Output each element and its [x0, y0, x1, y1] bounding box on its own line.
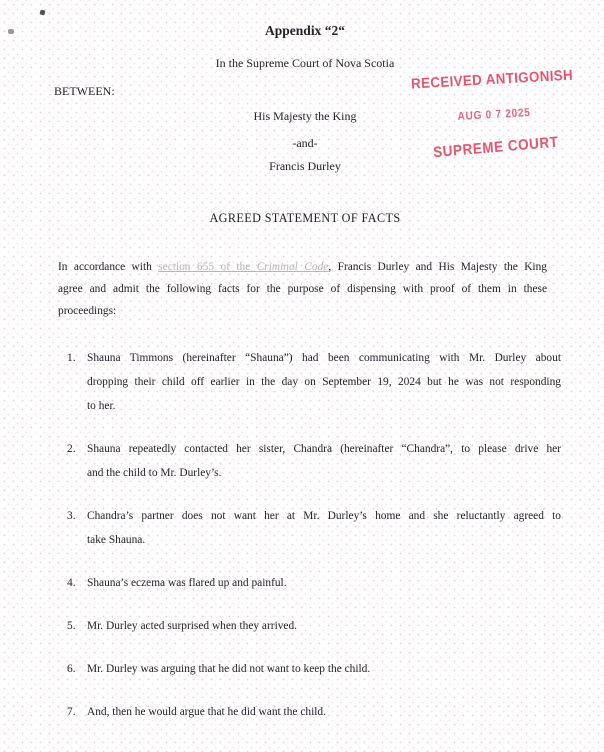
fact-number: 1. [67, 352, 76, 364]
fact-line: Shauna’s eczema was flared up and painful. [87, 577, 287, 589]
fact-item [67, 346, 561, 418]
intro-paragraph [58, 256, 547, 322]
criminal-code-link[interactable] [158, 261, 328, 273]
fact-number: 3. [67, 510, 76, 522]
fact-line: to her. [87, 400, 116, 412]
fact-text [87, 504, 561, 552]
party-accused: Francis Durley [269, 159, 341, 173]
link-regular-text: section 655 of the [158, 261, 257, 273]
fact-line: take Shauna. [87, 534, 146, 546]
party-crown: His Majesty the King [253, 109, 357, 123]
stamp-date-line: AUG 0 7 2025 [457, 106, 531, 124]
intro-suffix: , Francis Durley and His Majesty the King [328, 261, 547, 273]
fact-line: Shauna repeatedly contacted her sister, Chandra (hereinafter “Chandra”, to please drive her [87, 443, 561, 455]
intro-line-3: proceedings: [58, 305, 117, 317]
scan-artifact-speck [39, 9, 45, 15]
intro-prefix: In accordance with [58, 261, 159, 273]
fact-line: Mr. Durley acted surprised when they arrived. [87, 620, 298, 632]
fact-item [67, 437, 561, 485]
fact-number: 6. [67, 663, 76, 675]
document-heading: AGREED STATEMENT OF FACTS [209, 211, 401, 225]
fact-text [87, 437, 561, 485]
facts-list [67, 346, 561, 743]
fact-text [87, 346, 561, 418]
fact-item [67, 504, 561, 552]
fact-text [87, 614, 561, 638]
fact-item [67, 657, 561, 681]
stamp-received-line: RECEIVED ANTIGONISH [410, 67, 574, 93]
intro-line-2: agree and admit the following facts for the purpose of dispensing with proof of them in these [58, 283, 547, 295]
link-italic-text: Criminal Code [256, 261, 329, 273]
fact-line: and the child to Mr. Durley’s. [87, 467, 222, 479]
fact-line: Mr. Durley was arguing that he did not want to keep the child. [87, 663, 371, 675]
between-label: BETWEEN: [54, 84, 115, 98]
received-stamp [396, 67, 592, 162]
fact-text [87, 571, 561, 595]
court-name: In the Supreme Court of Nova Scotia [215, 56, 395, 70]
fact-text [87, 657, 561, 681]
and-separator: -and- [292, 136, 318, 150]
fact-number: 5. [67, 620, 76, 632]
fact-line: dropping their child off earlier in the day on September 19, 2024 but he was not responding [87, 376, 561, 388]
fact-line: And, then he would argue that he did want the child. [87, 706, 326, 718]
fact-item [67, 571, 561, 595]
fact-line: Chandra’s partner does not want her at Mr. Durley’s home and she reluctantly agreed to [87, 510, 561, 522]
fact-number: 4. [67, 577, 76, 589]
fact-item [67, 614, 561, 638]
fact-number: 7. [67, 706, 76, 718]
fact-line: Shauna Timmons (hereinafter “Shauna”) had been communicating with Mr. Durley about [87, 352, 561, 364]
fact-number: 2. [67, 443, 76, 455]
stamp-court-line: SUPREME COURT [432, 133, 560, 162]
fact-item [67, 700, 561, 724]
intro-line-1 [58, 256, 547, 278]
appendix-title: Appendix “2“ [265, 23, 345, 38]
fact-text [87, 700, 561, 724]
